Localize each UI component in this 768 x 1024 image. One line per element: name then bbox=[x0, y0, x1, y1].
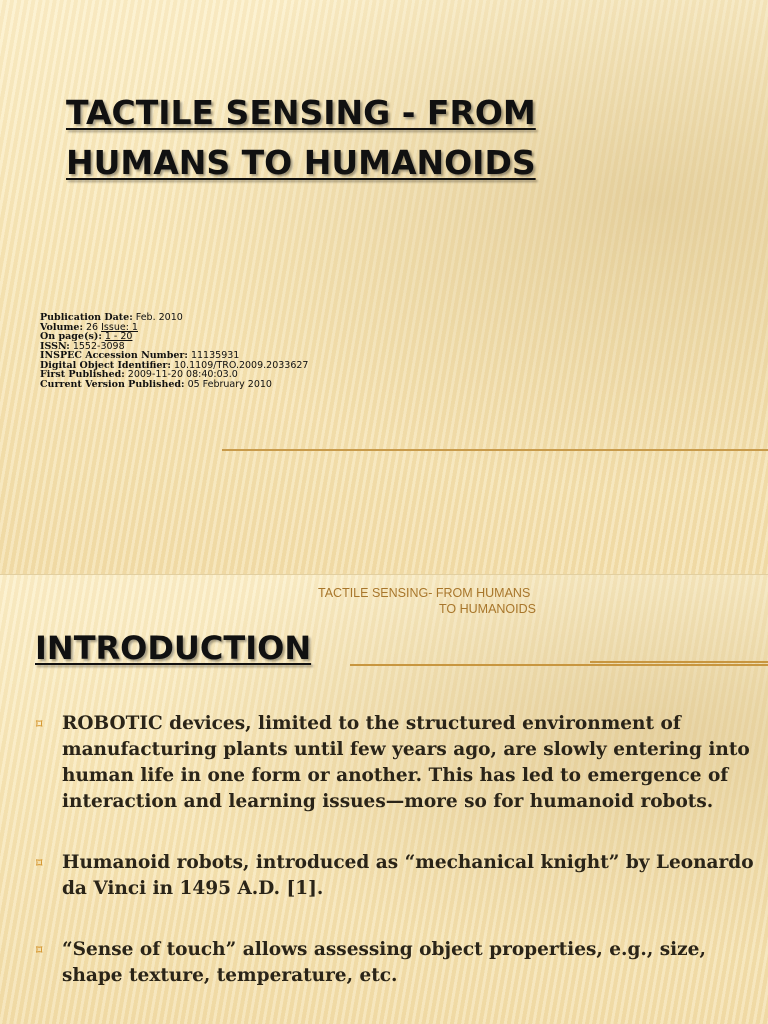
heading-rule bbox=[350, 664, 768, 666]
introduction-slide bbox=[0, 575, 768, 1024]
meta-value: 05 February 2010 bbox=[187, 378, 272, 390]
meta-label: Digital Object Identifier: bbox=[40, 359, 171, 371]
list-item bbox=[36, 850, 756, 902]
meta-row bbox=[40, 380, 308, 390]
divider-line bbox=[222, 449, 768, 451]
bullet-icon: ⌑ bbox=[36, 717, 43, 731]
meta-value: 10.1109/TRO.2009.2033627 bbox=[173, 359, 309, 371]
section-heading: INTRODUCTION bbox=[35, 629, 312, 667]
title-line-1: TACTILE SENSING - FROM bbox=[66, 93, 536, 132]
meta-value: 1552-3098 bbox=[72, 340, 125, 352]
bullet-list bbox=[36, 711, 756, 1024]
meta-label: First Published: bbox=[40, 369, 125, 380]
slide-header bbox=[318, 585, 536, 617]
meta-label: ISSN: bbox=[40, 340, 70, 352]
list-item bbox=[36, 711, 756, 815]
meta-value: 2009-11-20 08:40:03.0 bbox=[127, 369, 238, 380]
publication-metadata bbox=[40, 313, 308, 389]
bullet-text: Humanoid robots, introduced as “mechanical knight” by Leonardo da Vinci in 1495 A.D. [1]. bbox=[62, 852, 754, 899]
meta-value: 26 bbox=[86, 321, 99, 333]
meta-label: On page(s): bbox=[40, 331, 102, 342]
bullet-icon: ⌑ bbox=[36, 856, 43, 870]
header-line-2: TO HUMANOIDS bbox=[439, 602, 536, 616]
meta-label: Publication Date: bbox=[40, 312, 133, 323]
pages-link[interactable]: 1 - 20 bbox=[104, 331, 133, 342]
meta-value: 11135931 bbox=[190, 350, 240, 361]
slide-title bbox=[66, 88, 536, 188]
meta-value: Feb. 2010 bbox=[135, 312, 183, 323]
bullet-text: “Sense of touch” allows assessing object properties, e.g., size, shape texture, temperature, etc. bbox=[62, 939, 706, 986]
bullet-text: ROBOTIC devices, limited to the structured environment of manufacturing plants until few years ago, are slowly entering into human life in one form or another. This has led to emergence of interaction and learning issues—more so for humanoid robots. bbox=[62, 713, 750, 812]
heading-rule-upper bbox=[590, 661, 768, 663]
title-line-2: HUMANS TO HUMANOIDS bbox=[66, 143, 536, 182]
meta-label: Current Version Published: bbox=[40, 378, 185, 390]
issue-link[interactable]: Issue: 1 bbox=[101, 321, 138, 333]
meta-label: INSPEC Accession Number: bbox=[40, 350, 188, 361]
header-line-1: TACTILE SENSING- FROM HUMANS bbox=[318, 586, 531, 600]
bullet-icon: ⌑ bbox=[36, 943, 43, 957]
meta-label: Volume: bbox=[40, 321, 83, 333]
list-item bbox=[36, 937, 756, 989]
